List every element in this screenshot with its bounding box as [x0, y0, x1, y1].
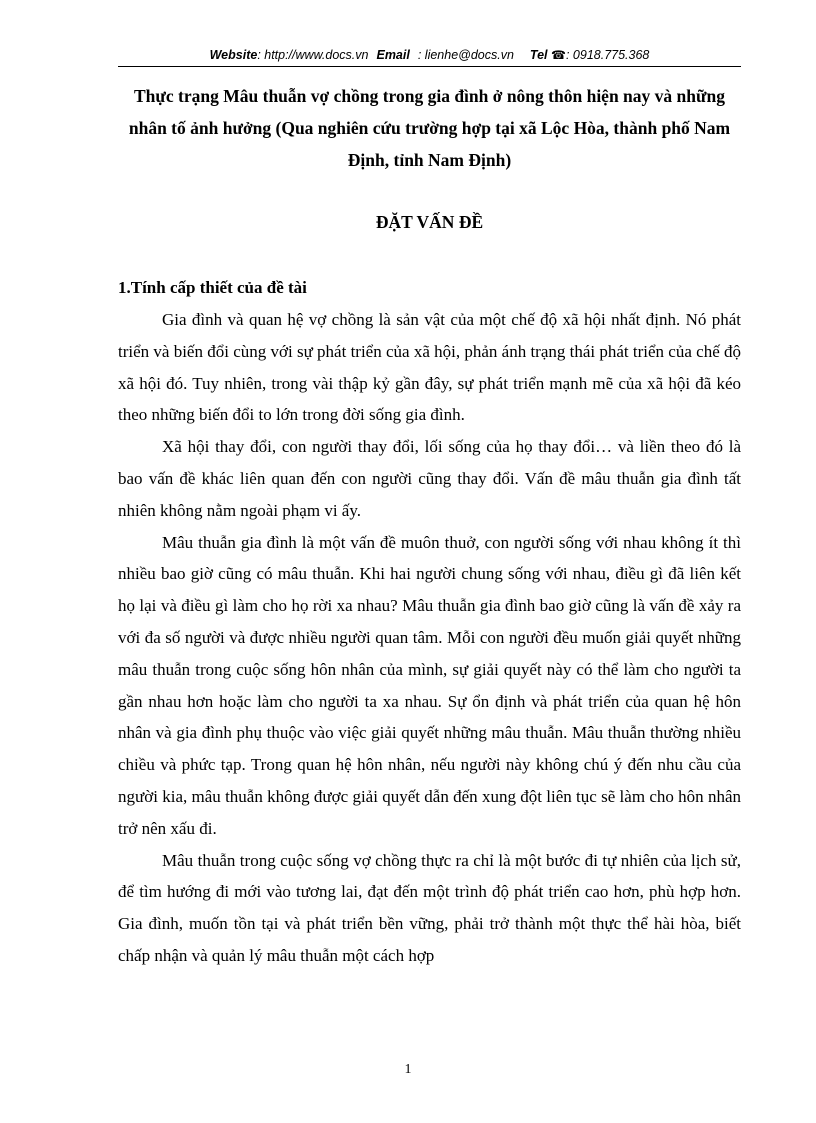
page-header: [118, 44, 741, 67]
document-title: Thực trạng Mâu thuẫn vợ chồng trong gia đình ở nông thôn hiện nay và những nhân tố ảnh hưởng (Qua nghiên cứu trường hợp tại xã Lộc Hòa, thành phố Nam Định, tỉnh Nam Định): [128, 86, 731, 170]
paragraph: Mâu thuẫn trong cuộc sống vợ chồng thực ra chỉ là một bước đi tự nhiên của lịch sử, để tìm hướng đi mới vào tương lai, đạt đến một trình độ phát triển cao hơn, phù hợp hơn. Gia đình, muốn tồn tại và phát triển bền vững, phải trở thành một thực thể hài hòa, biết chấp nhận và quản lý mâu thuẫn một cách hợp: [118, 850, 741, 965]
email-label: Email: [376, 48, 410, 62]
tel-value: : 0918.775.368: [565, 48, 650, 62]
paragraph: Xã hội thay đổi, con người thay đổi, lối sống của họ thay đổi… và liền theo đó là bao vấn đề khác liên quan đến con người cũng thay đổi. Vấn đề mâu thuẫn gia đình tất nhiên không nằm ngoài phạm vi ấy.: [118, 437, 741, 520]
website-label: Website: [209, 48, 258, 62]
tel-label: Tel: [529, 48, 548, 62]
paragraph: Mâu thuẫn gia đình là một vấn đề muôn thuở, con người sống với nhau không ít thì nhiều bao giờ cũng có mâu thuẫn. Khi hai người chung sống với nhau, điều gì đã liên kết họ lại và điều gì làm cho họ rời xa nhau? Mâu thuẫn gia đình bao giờ cũng là vấn đề xảy ra với đa số người và được nhiều người quan tâm. Mỗi con người đều muốn giải quyết những mâu thuẫn trong cuộc sống hôn nhân của mình, sự giải quyết này có thể làm cho người ta gần nhau hơn hoặc làm cho người ta xa nhau. Sự ổn định và phát triển của quan hệ hôn nhân và gia đình phụ thuộc vào việc giải quyết những mâu thuẫn. Mâu thuẫn thường nhiều chiều và phức tạp. Trong quan hệ hôn nhân, nếu người này không chú ý đến nhu cầu của người kia, mâu thuẫn không được giải quyết dẫn đến xung đột liên tục sẽ làm cho hôn nhân trở nên xấu đi.: [118, 532, 741, 838]
website-url: : http://www.docs.vn: [257, 48, 369, 62]
page-number: 1: [404, 1062, 412, 1077]
phone-icon: ☎: [551, 48, 566, 62]
paragraph: Gia đình và quan hệ vợ chồng là sản vật của một chế độ xã hội nhất định. Nó phát triển và biến đổi cùng với sự phát triển của xã hội, phản ánh trạng thái phát triển của chế độ xã hội đó. Tuy nhiên, trong vài thập kỷ gần đây, sự phát triển mạnh mẽ của xã hội đã kéo theo những biến đổi to lớn trong đời sống gia đình.: [118, 310, 741, 425]
section-heading: ĐẶT VẤN ĐỀ: [375, 212, 484, 232]
email-value: : lienhe@docs.vn: [417, 48, 514, 62]
subsection-title: 1.Tính cấp thiết của đề tài: [118, 278, 307, 297]
body-text: [118, 304, 741, 972]
